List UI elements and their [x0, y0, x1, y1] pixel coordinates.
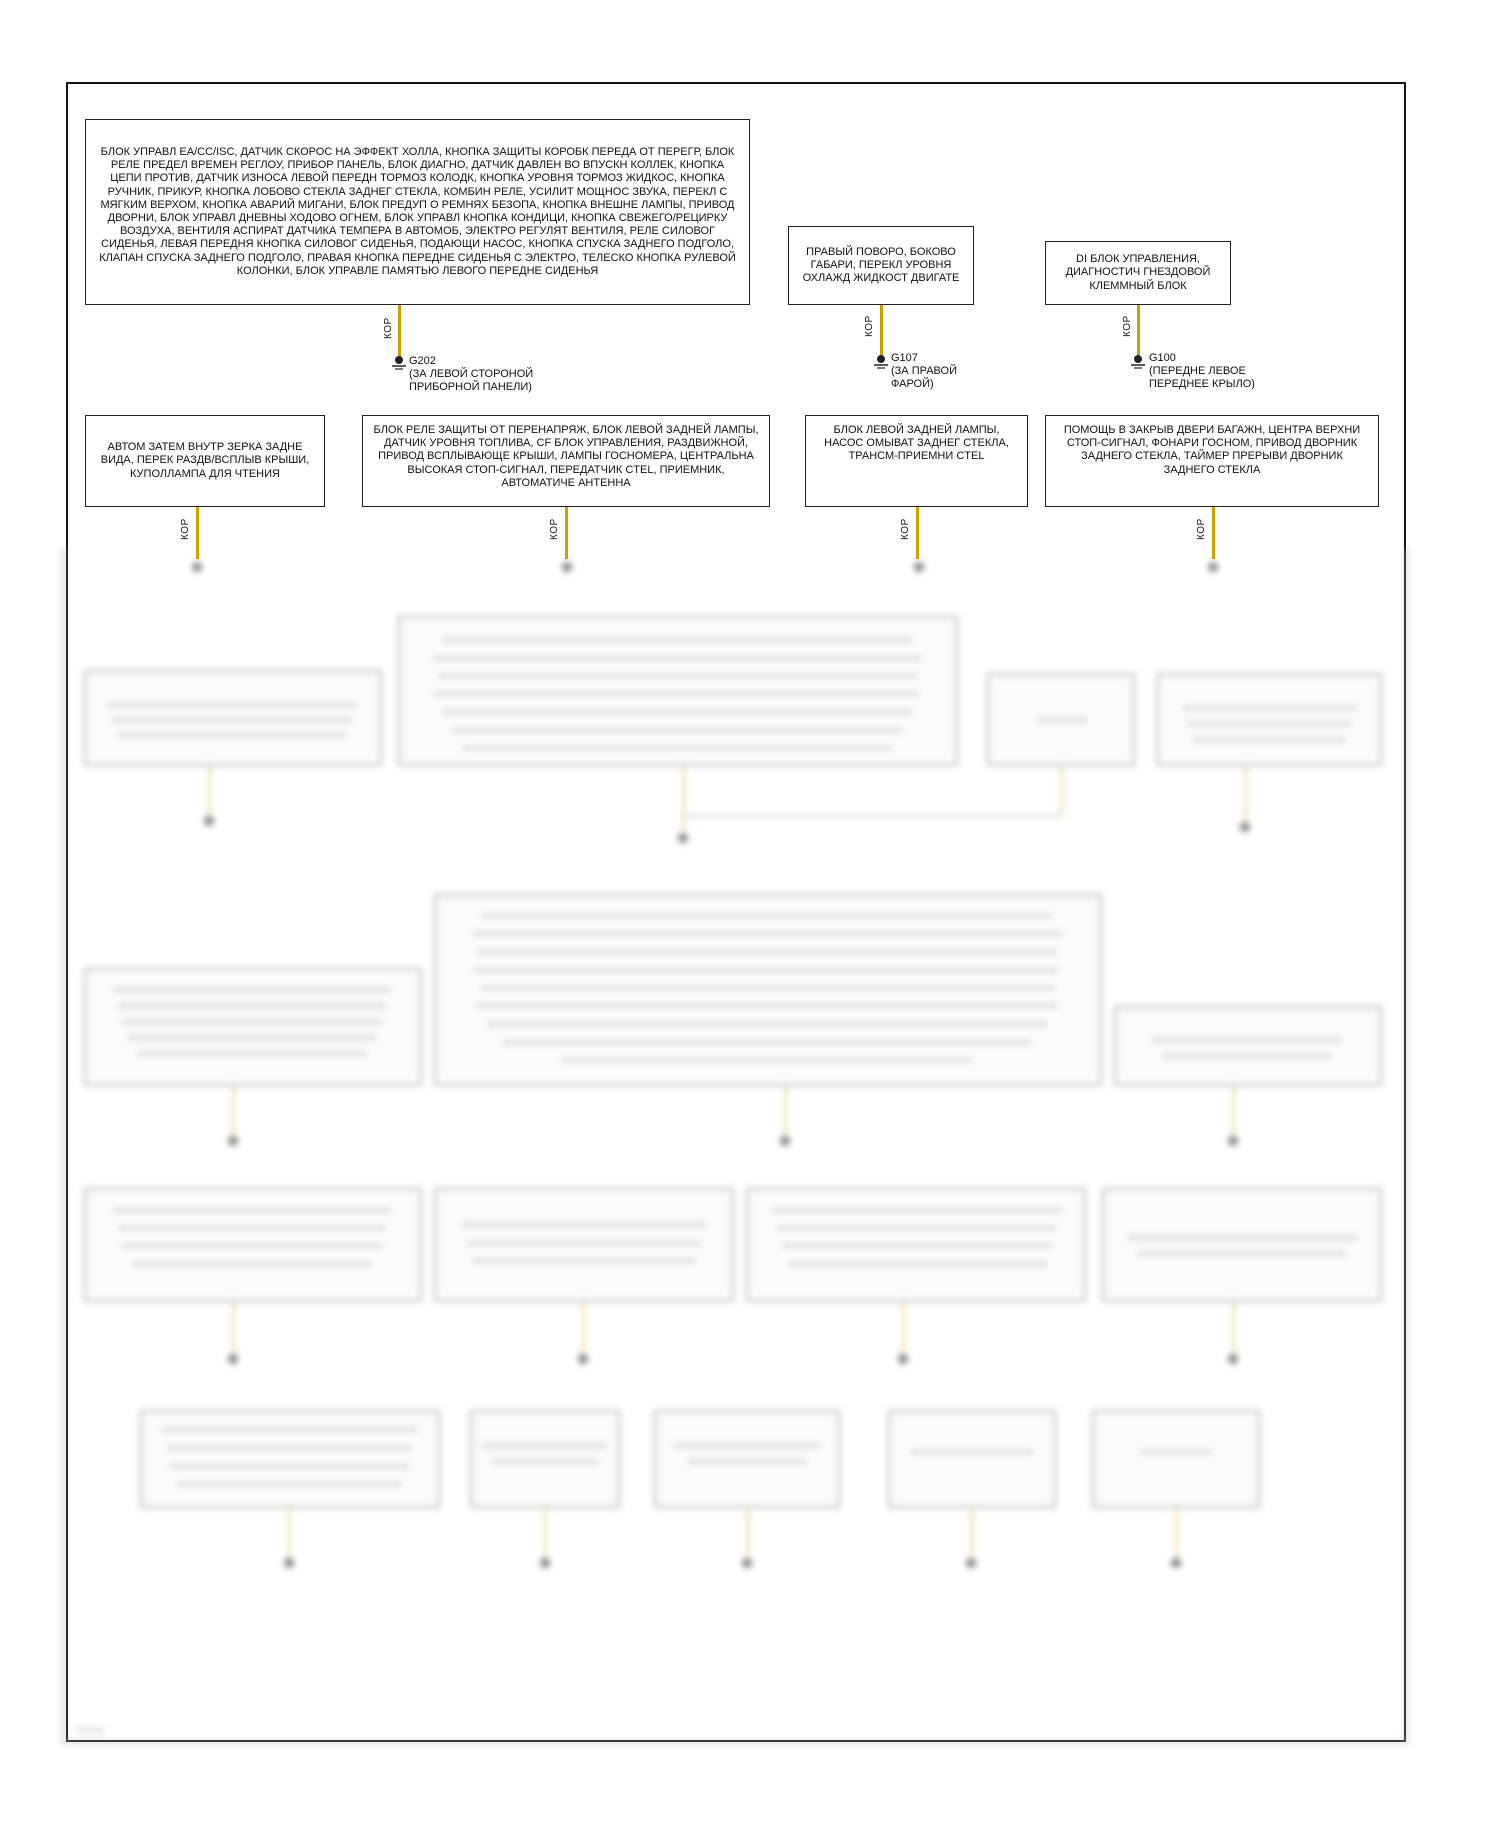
- component-box-turn-signal-text: ПРАВЫЙ ПОВОРО, БОКОВО ГАБАРИ, ПЕРЕКЛ УРОВНЯ ОХЛАЖД ЖИДКОСТ ДВИГАТЕ: [802, 245, 960, 285]
- component-box-di-control-text: DI БЛОК УПРАВЛЕНИЯ, ДИАГНОСТИЧ ГНЕЗДОВОЙ КЛЕММНЫЙ БЛОК: [1065, 253, 1211, 292]
- obscured-ground: [192, 562, 202, 572]
- obscured-text-line: [487, 1022, 1047, 1026]
- obscured-wire: [902, 1302, 905, 1354]
- obscured-ground: [780, 1136, 790, 1146]
- obscured-text-line: [502, 1040, 1032, 1044]
- wire-label-g107: КОР: [864, 315, 875, 337]
- obscured-ground: [228, 1136, 238, 1146]
- component-box-rear-lamp: [805, 415, 1028, 507]
- component-box-main-text: БЛОК УПРАВЛ EA/CC/ISC, ДАТЧИК СКОРОС НА ЭФФЕКТ ХОЛЛА, КНОПКА ЗАЩИТЫ КОРОБК ПЕРЕДА ОТ ПЕРЕГР, БЛОК РЕЛЕ ПРЕДЕЛ ВРЕМЕН РЕГЛОУ, ПРИБОР ПАНЕЛЬ, БЛОК ДИАГНО, ДАТЧИК ДАВЛЕН ВО ВПУСКН КОЛЛЕК, КНОПКА ЦЕПИ ПРОТИВ, ДАТЧИК ИЗНОСА ЛЕВОЙ ПЕРЕДН ТОРМОЗ КОЛОДК, КНОПКА УРОВНЯ ТОРМОЗ ЖИДКОС, КНОПКА РУЧНИК, ПРИКУР, КНОПКА ЛОБОВО СТЕКЛА ЗАДНЕГ СТЕКЛА, КОМБИН РЕЛЕ, УСИЛИТ МОЩНОС ЗВУКА, ПЕРЕКЛ С МЯГКИМ ВЕРХОМ, КНОПКА АВАРИЙ МИГАНИ, БЛОК ПРЕДУП О РЕМНЯХ БЕЗОПА, КНОПКА ВНЕШНЕ ЛАМПЫ, ПРИВОД ДВОРНИ, БЛОК УПРАВЛ ДНЕВНЫ ХОДОВО ОГНЕМ, БЛОК УПРАВЛ КНОПКА КОНДИЦИ, КНОПКА СВЕЖЕГО/РЕЦИРКУ ВОЗДУХА, ВЕНТИЛЯ АСПИРАТ ДАТЧИКА ТЕМПЕРА В АВТОМОБ, ЭЛЕКТРО РЕГУЛЯТ ВЕНТИЛЯ, РЕЛЕ СИЛОВОГ СИДЕНЬЯ, ЛЕВАЯ ПЕРЕДНЯ КНОПКА СИЛОВОГ СИДЕНЬЯ, ПОДАЮЩИ НАСОС, КНОПКА СПУСКА ЗАДНЕГО ПОДГОЛО, КЛАПАН СПУСКА ЗАДНЕГО ПОДГОЛО, ПРАВАЯ КНОПКА ПЕРЕДНЕ СИДЕНЬЯ С ЭЛЕКТРО, ТЕЛЕСКО КНОПКА РУЛЕВОЙ КОЛОНКИ, БЛОК УПРАВЛЕ ПАМЯТЬЮ ЛЕВОГО ПЕРЕДНЕ СИДЕНЬЯ: [99, 145, 736, 277]
- obscured-text-line: [434, 692, 919, 696]
- obscured-ground: [204, 816, 214, 826]
- obscured-ground: [742, 1558, 752, 1568]
- ground-id-g202: G202: [409, 355, 436, 367]
- obscured-text-line: [442, 710, 912, 714]
- obscured-text-line: [1137, 1252, 1347, 1256]
- obscured-ground: [898, 1354, 908, 1364]
- wire-label-row2-4: КОР: [1196, 518, 1207, 540]
- obscured-wire: [784, 1086, 787, 1136]
- obscured-box: [470, 1410, 620, 1508]
- obscured-ground: [578, 1354, 588, 1364]
- obscured-text-line: [122, 1244, 382, 1248]
- obscured-wire: [544, 1508, 547, 1558]
- component-box-trunk: [1045, 415, 1379, 507]
- obscured-wire: [232, 1086, 235, 1136]
- obscured-text-line: [177, 1482, 403, 1486]
- ground-desc-g202: (ЗА ЛЕВОЙ СТОРОНОЙ ПРИБОРНОЙ ПАНЕЛИ): [409, 368, 534, 393]
- obscured-text-line: [472, 932, 1062, 936]
- obscured-wire: [582, 1302, 585, 1354]
- obscured-wire: [208, 766, 211, 816]
- obscured-text-line: [1152, 1038, 1342, 1042]
- obscured-wire: [288, 1508, 291, 1558]
- obscured-ground: [228, 1354, 238, 1364]
- obscured-wire: [1175, 1508, 1178, 1558]
- obscured-text-line: [772, 1208, 1062, 1212]
- wire-label-g202: КОР: [383, 317, 394, 339]
- obscured-wire: [1232, 1086, 1235, 1136]
- component-box-mirror-text: АВТОМ ЗАТЕМ ВНУТР ЗЕРКА ЗАДНЕ ВИДА, ПЕРЕК РАЗДВ/ВСПЛЫВ КРЫШИ, КУПОЛЛАМПА ДЛЯ ЧТЕНИЯ: [100, 441, 310, 480]
- obscured-text-line: [167, 1446, 413, 1450]
- wire-label-row2-1: КОР: [180, 518, 191, 540]
- obscured-text-line: [687, 1460, 807, 1464]
- obscured-text-line: [782, 1244, 1052, 1248]
- component-box-turn-signal: [788, 226, 974, 305]
- obscured-text-line: [492, 1460, 598, 1464]
- obscured-text-line: [1192, 738, 1347, 742]
- obscured-wire-join: [684, 814, 1062, 818]
- obscured-box: [888, 1410, 1056, 1508]
- obscured-text-line: [1037, 718, 1087, 722]
- obscured-text-line: [112, 1208, 392, 1212]
- ground-id-g107: G107: [891, 352, 918, 364]
- obscured-ground: [562, 562, 572, 572]
- component-box-rear-lamp-text: БЛОК ЛЕВОЙ ЗАДНЕЙ ЛАМПЫ, НАСОС ОМЫВАТ ЗАДНЕГ СТЕКЛА, ТРАНСМ-ПРИЕМНИ CTEL: [824, 424, 1009, 463]
- obscured-ground: [914, 562, 924, 572]
- obscured-text-line: [777, 1226, 1057, 1230]
- obscured-footer-mark: [76, 1728, 104, 1732]
- obscured-text-line: [1162, 1054, 1332, 1058]
- obscured-ground: [966, 1558, 976, 1568]
- component-box-trunk-text: ПОМОЩЬ В ЗАКРЫВ ДВЕРИ БАГАЖН, ЦЕНТРА ВЕРХНИ СТОП-СИГНАЛ, ФОНАРИ ГОСНОМ, ПРИВОД ДВОРНИК ЗАДНЕГО СТЕКЛА, ТАЙМЕР ПРЕРЫВИ ДВОРНИК ЗАДНЕГО СТЕКЛА: [1063, 424, 1361, 476]
- obscured-text-line: [432, 656, 922, 660]
- ground-desc-g107: (ЗА ПРАВОЙ ФАРОЙ): [891, 365, 957, 390]
- obscured-text-line: [122, 1020, 382, 1024]
- obscured-text-line: [472, 1259, 696, 1263]
- ground-icon-g107: [873, 355, 889, 369]
- obscured-wire: [746, 1508, 749, 1558]
- obscured-ground: [1171, 1558, 1181, 1568]
- obscured-ground: [1208, 562, 1218, 572]
- obscured-text-line: [170, 1464, 410, 1468]
- obscured-text-line: [132, 1262, 372, 1266]
- obscured-text-line: [482, 1444, 608, 1448]
- obscured-box: [140, 1410, 440, 1508]
- obscured-wire: [1060, 766, 1063, 816]
- obscured-box: [1114, 1006, 1382, 1086]
- obscured-text-line: [127, 1036, 377, 1040]
- obscured-box: [434, 1188, 734, 1302]
- obscured-text-line: [467, 1241, 701, 1245]
- obscured-text-line: [1140, 1450, 1212, 1454]
- component-box-di-control: [1045, 241, 1231, 305]
- obscured-text-line: [910, 1450, 1034, 1454]
- obscured-ground: [678, 833, 688, 843]
- obscured-text-line: [477, 950, 1057, 954]
- obscured-box: [1092, 1410, 1260, 1508]
- component-box-main: [85, 119, 750, 305]
- obscured-text-line: [112, 718, 352, 722]
- ground-icon-g202: [391, 356, 407, 370]
- wire-label-g100: КОР: [1122, 315, 1133, 337]
- obscured-text-line: [117, 1226, 387, 1230]
- obscured-wire: [682, 766, 685, 831]
- wire-label-row2-2: КОР: [549, 518, 560, 540]
- obscured-text-line: [480, 986, 1055, 990]
- obscured-text-line: [462, 1223, 706, 1227]
- obscured-wire: [970, 1508, 973, 1558]
- obscured-ground: [1228, 1354, 1238, 1364]
- obscured-text-line: [107, 703, 357, 707]
- ground-desc-g100: (ПЕРЕДНЕ ЛЕВОЕ ПЕРЕДНЕЕ КРЫЛО): [1149, 365, 1255, 390]
- obscured-text-line: [437, 674, 917, 678]
- obscured-text-line: [1182, 706, 1357, 710]
- obscured-text-line: [442, 638, 912, 642]
- obscured-ground: [540, 1558, 550, 1568]
- obscured-text-line: [1187, 722, 1352, 726]
- ground-icon-g100: [1130, 355, 1146, 369]
- component-box-relay: [362, 415, 770, 507]
- wire-g107: [880, 305, 883, 355]
- obscured-text-line: [117, 1004, 387, 1008]
- obscured-box: [654, 1410, 840, 1508]
- obscured-text-line: [1127, 1236, 1357, 1240]
- obscured-box: [84, 968, 422, 1086]
- obscured-text-line: [482, 914, 1052, 918]
- obscured-ground: [284, 1558, 294, 1568]
- wire-g202: [398, 305, 401, 357]
- obscured-text-line: [674, 1444, 820, 1448]
- wire-g100: [1137, 305, 1140, 355]
- obscured-text-line: [474, 968, 1059, 972]
- obscured-wire: [1232, 1302, 1235, 1354]
- obscured-text-line: [162, 1428, 418, 1432]
- obscured-diagram-area: [62, 548, 1412, 1748]
- obscured-text-line: [562, 1058, 972, 1062]
- ground-id-g100: G100: [1149, 352, 1176, 364]
- obscured-wire: [232, 1302, 235, 1354]
- component-box-relay-text: БЛОК РЕЛЕ ЗАЩИТЫ ОТ ПЕРЕНАПРЯЖ, БЛОК ЛЕВОЙ ЗАДНЕЙ ЛАМПЫ, ДАТЧИК УРОВНЯ ТОПЛИВА, CF БЛОК УПРАВЛЕНИЯ, РАЗДВИЖНОЙ, ПРИВОД ВСПЛЫВАЮЩЕ КРЫШИ, ЛАМПЫ ГОСНОМЕРА, ЦЕНТРАЛЬНА ВЫСОКАЯ СТОП-СИГНАЛ, ПЕРЕДАТЧИК CTEL, ПРИЕМНИК, АВТОМАТИЧЕ АНТЕННА: [373, 424, 759, 489]
- obscured-box: [1102, 1188, 1382, 1302]
- obscured-text-line: [117, 733, 347, 737]
- obscured-text-line: [137, 1052, 367, 1056]
- wire-label-row2-3: КОР: [900, 518, 911, 540]
- obscured-wire: [1244, 766, 1247, 821]
- obscured-text-line: [787, 1262, 1047, 1266]
- obscured-text-line: [112, 988, 392, 992]
- obscured-text-line: [462, 746, 892, 750]
- component-box-mirror: [85, 415, 325, 507]
- obscured-text-line: [452, 728, 902, 732]
- obscured-text-line: [476, 1004, 1058, 1008]
- obscured-ground: [1240, 822, 1250, 832]
- obscured-box: [1157, 673, 1382, 766]
- obscured-ground: [1228, 1136, 1238, 1146]
